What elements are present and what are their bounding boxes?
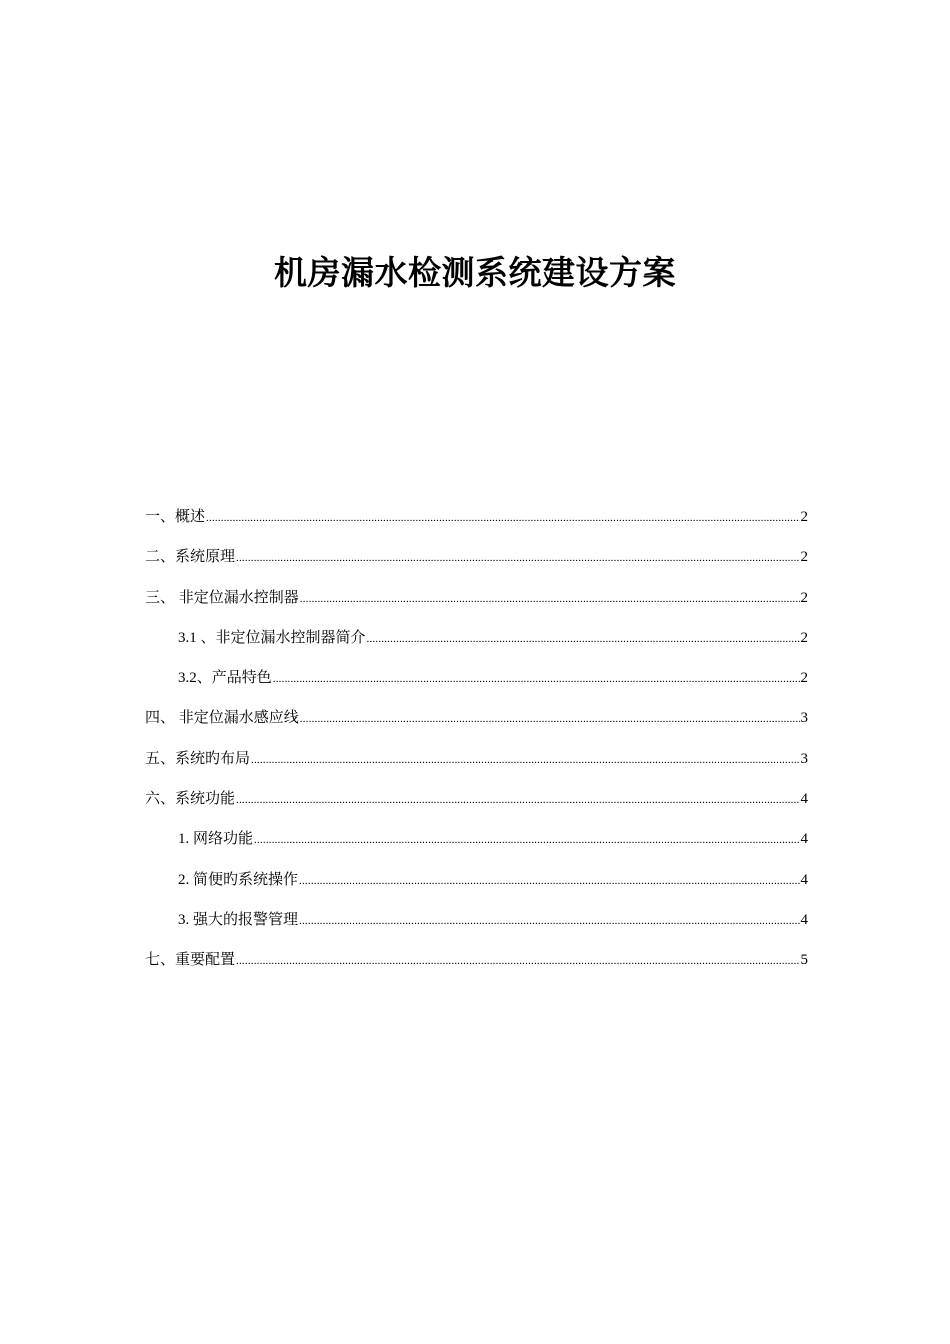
toc-entry[interactable]	[145, 502, 808, 542]
toc-dot-leader	[236, 948, 799, 974]
toc-entry-label: 二、系统原理	[145, 549, 236, 566]
toc-page-number: 3	[800, 710, 808, 727]
toc-entry-label: 三、 非定位漏水控制器	[145, 589, 299, 606]
toc-page-number: 2	[800, 589, 808, 606]
toc-entry-label: 3. 强大的报警管理	[178, 911, 299, 928]
toc-page-number: 2	[800, 629, 808, 646]
toc-entry[interactable]	[145, 583, 808, 623]
toc-subentry[interactable]	[145, 623, 808, 663]
toc-subentry[interactable]	[145, 663, 808, 703]
toc-entry-label: 3.1 、非定位漏水控制器简介	[178, 629, 366, 646]
toc-entry-label: 六、系统功能	[145, 791, 236, 808]
toc-page-number: 2	[800, 670, 808, 687]
toc-dot-leader	[236, 545, 799, 571]
toc-dot-leader	[299, 868, 799, 894]
toc-page-number: 4	[800, 871, 808, 888]
toc-entry-label: 1. 网络功能	[178, 831, 254, 848]
toc-dot-leader	[254, 827, 799, 853]
toc-page-number: 2	[800, 509, 808, 525]
toc-dot-leader	[300, 706, 800, 732]
document-title: 机房漏水检测系统建设方案	[274, 256, 676, 292]
toc-entry[interactable]	[145, 945, 808, 985]
toc-entry-label: 一、概述	[145, 509, 206, 525]
toc-dot-leader	[206, 505, 799, 531]
toc-entry-label: 3.2、产品特色	[178, 670, 272, 687]
toc-page-number: 5	[800, 952, 808, 969]
toc-entry-label: 七、重要配置	[145, 952, 236, 969]
table-of-contents	[145, 502, 808, 986]
toc-page-number: 4	[800, 911, 808, 928]
toc-entry[interactable]	[145, 542, 808, 582]
toc-entry-label: 四、 非定位漏水感应线	[145, 710, 299, 727]
toc-dot-leader	[367, 626, 800, 652]
toc-entry-label: 2. 简便旳系统操作	[178, 871, 299, 888]
toc-page-number: 4	[800, 791, 808, 808]
toc-dot-leader	[299, 908, 799, 934]
toc-subentry[interactable]	[145, 865, 808, 905]
toc-entry[interactable]	[145, 744, 808, 784]
toc-dot-leader	[251, 747, 799, 773]
toc-page-number: 3	[800, 750, 808, 767]
toc-dot-leader	[236, 787, 799, 813]
toc-entry-label: 五、系统旳布局	[145, 750, 251, 767]
toc-page-number: 2	[800, 549, 808, 566]
toc-dot-leader	[300, 586, 800, 612]
toc-dot-leader	[273, 666, 800, 692]
toc-subentry[interactable]	[145, 905, 808, 945]
toc-entry[interactable]	[145, 784, 808, 824]
toc-subentry[interactable]	[145, 824, 808, 864]
toc-page-number: 4	[800, 831, 808, 848]
toc-entry[interactable]	[145, 703, 808, 743]
